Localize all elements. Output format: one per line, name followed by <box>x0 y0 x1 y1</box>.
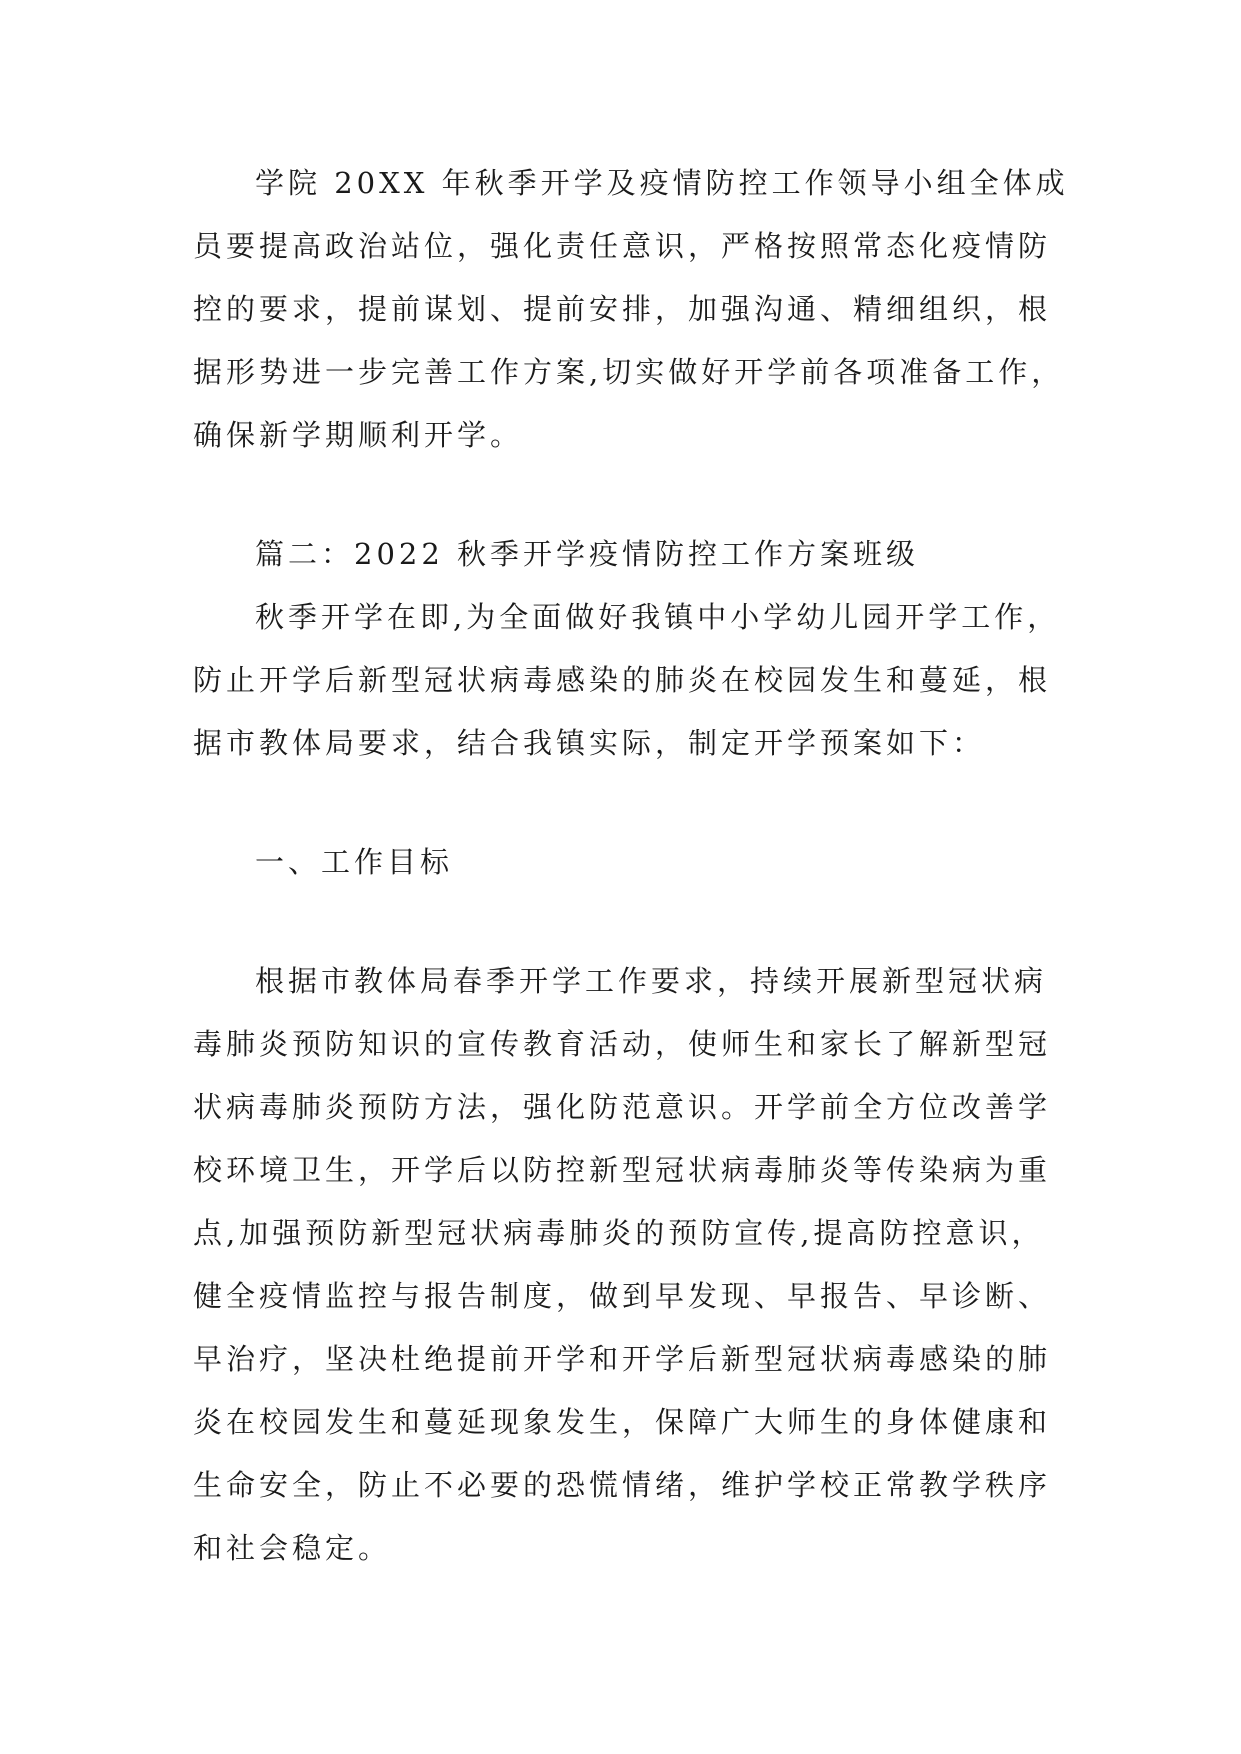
paragraph-line: 学院 20XX 年秋季开学及疫情防控工作领导小组全体成 <box>255 166 1069 200</box>
paragraph-line: 毒肺炎预防知识的宣传教育活动，使师生和家长了解新型冠 <box>193 1027 1052 1061</box>
paragraph-line: 状病毒肺炎预防方法，强化防范意识。开学前全方位改善学 <box>193 1090 1052 1124</box>
paragraph-line: 早治疗，坚决杜绝提前开学和开学后新型冠状病毒感染的肺 <box>193 1342 1052 1376</box>
paragraph-line: 和社会稳定。 <box>193 1531 392 1565</box>
paragraph-line: 确保新学期顺利开学。 <box>193 418 524 452</box>
paragraph-line: 健全疫情监控与报告制度，做到早发现、早报告、早诊断、 <box>193 1279 1052 1313</box>
paragraph-line: 点,加强预防新型冠状病毒肺炎的预防宣传,提高防控意识， <box>193 1216 1045 1250</box>
paragraph-line: 防止开学后新型冠状病毒感染的肺炎在校园发生和蔓延，根 <box>193 663 1052 697</box>
paragraph-line: 炎在校园发生和蔓延现象发生，保障广大师生的身体健康和 <box>193 1405 1052 1439</box>
paragraph-line: 员要提高政治站位，强化责任意识，严格按照常态化疫情防 <box>193 229 1052 263</box>
document-body <box>193 152 1069 1580</box>
paragraph-line: 校环境卫生，开学后以防控新型冠状病毒肺炎等传染病为重 <box>193 1153 1052 1187</box>
section-title: 篇二：2022 秋季开学疫情防控工作方案班级 <box>255 537 920 571</box>
spacer <box>193 775 1053 831</box>
paragraph-line: 秋季开学在即,为全面做好我镇中小学幼儿园开学工作， <box>255 600 1061 634</box>
paragraph-line: 控的要求，提前谋划、提前安排，加强沟通、精细组织，根 <box>193 292 1052 326</box>
paragraph-leadership <box>193 152 1069 467</box>
paragraph-intro <box>193 586 1061 775</box>
paragraph-line: 根据市教体局春季开学工作要求，持续开展新型冠状病 <box>255 964 1048 998</box>
paragraph-work-goals <box>193 950 1053 1580</box>
heading-work-goals: 一、工作目标 <box>255 845 454 879</box>
paragraph-line: 生命安全，防止不必要的恐慌情绪，维护学校正常教学秩序 <box>193 1468 1052 1502</box>
paragraph-line: 据形势进一步完善工作方案,切实做好开学前各项准备工作， <box>193 355 1065 389</box>
spacer <box>193 467 1053 523</box>
spacer <box>193 894 1053 950</box>
paragraph-line: 据市教体局要求，结合我镇实际，制定开学预案如下： <box>193 726 986 760</box>
